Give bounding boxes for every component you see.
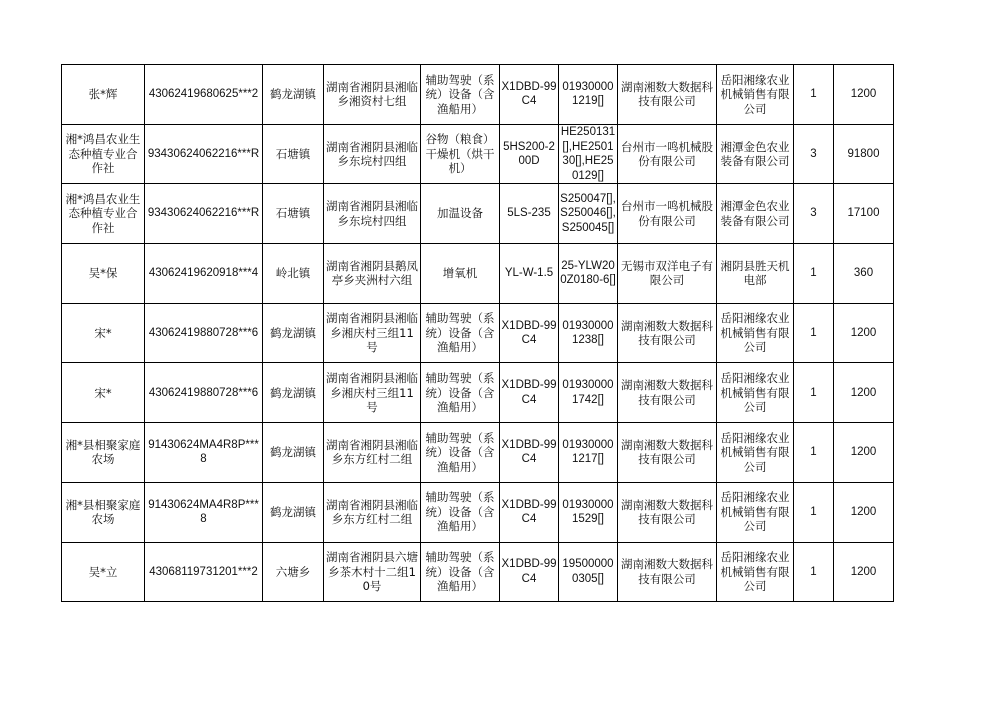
subsidy-amount-cell: 1200 — [834, 303, 894, 363]
manufacturer-cell: 湖南湘数大数据科技有限公司 — [618, 482, 717, 542]
subsidy-amount-cell: 17100 — [834, 184, 894, 244]
id-number-cell: 43062419880728***6 — [145, 303, 263, 363]
table-row — [62, 423, 894, 483]
table-row — [62, 65, 894, 125]
id-number-cell: 43062419620918***4 — [145, 244, 263, 304]
town-cell: 鹤龙湖镇 — [263, 482, 324, 542]
id-number-cell: 93430624062216***R — [145, 184, 263, 244]
equipment-item-cell: 加温设备 — [421, 184, 500, 244]
equipment-item-cell: 辅助驾驶（系统）设备（含渔船用） — [421, 65, 500, 125]
subsidy-amount-cell: 360 — [834, 244, 894, 304]
town-cell: 石塘镇 — [263, 124, 324, 184]
address-cell: 湖南省湘阴县湘临乡湘庆村三组11号 — [324, 303, 421, 363]
model-cell: X1DBD-99C4 — [500, 482, 559, 542]
subsidy-amount-cell: 1200 — [834, 482, 894, 542]
address-cell: 湖南省湘阴县湘临乡东方红村二组 — [324, 423, 421, 483]
applicant-name-cell: 张*辉 — [62, 65, 145, 125]
manufacturer-cell: 湖南湘数大数据科技有限公司 — [618, 65, 717, 125]
manufacturer-cell: 湖南湘数大数据科技有限公司 — [618, 363, 717, 423]
table-row — [62, 363, 894, 423]
manufacturer-cell: 无锡市双洋电子有限公司 — [618, 244, 717, 304]
dealer-cell: 湘潭金色农业装备有限公司 — [717, 124, 794, 184]
equipment-item-cell: 辅助驾驶（系统）设备（含渔船用） — [421, 423, 500, 483]
quantity-cell: 1 — [794, 244, 834, 304]
town-cell: 鹤龙湖镇 — [263, 423, 324, 483]
model-cell: 5HS200-200D — [500, 124, 559, 184]
address-cell: 湖南省湘阴县鹅凤亭乡夹洲村六组 — [324, 244, 421, 304]
subsidy-amount-cell: 1200 — [834, 542, 894, 602]
dealer-cell: 岳阳湘缘农业机械销售有限公司 — [717, 65, 794, 125]
table-row — [62, 184, 894, 244]
equipment-item-cell: 辅助驾驶（系统）设备（含渔船用） — [421, 542, 500, 602]
quantity-cell: 3 — [794, 184, 834, 244]
manufacturer-cell: 湖南湘数大数据科技有限公司 — [618, 542, 717, 602]
serial-number-cell: S250047[],S250046[],S250045[] — [559, 184, 618, 244]
id-number-cell: 43062419880728***6 — [145, 363, 263, 423]
quantity-cell: 1 — [794, 482, 834, 542]
subsidy-amount-cell: 1200 — [834, 65, 894, 125]
town-cell: 鹤龙湖镇 — [263, 303, 324, 363]
id-number-cell: 91430624MA4R8P***8 — [145, 423, 263, 483]
manufacturer-cell: 台州市一鸣机械股份有限公司 — [618, 184, 717, 244]
applicant-name-cell: 吴*立 — [62, 542, 145, 602]
model-cell: X1DBD-99C4 — [500, 65, 559, 125]
applicant-name-cell: 宋* — [62, 363, 145, 423]
table-row — [62, 244, 894, 304]
applicant-name-cell: 吴*保 — [62, 244, 145, 304]
equipment-item-cell: 辅助驾驶（系统）设备（含渔船用） — [421, 482, 500, 542]
equipment-item-cell: 辅助驾驶（系统）设备（含渔船用） — [421, 363, 500, 423]
applicant-name-cell: 宋* — [62, 303, 145, 363]
applicant-name-cell: 湘*县相聚家庭农场 — [62, 423, 145, 483]
dealer-cell: 岳阳湘缘农业机械销售有限公司 — [717, 542, 794, 602]
serial-number-cell: 195000000305[] — [559, 542, 618, 602]
equipment-item-cell: 谷物（粮食）干燥机（烘干机） — [421, 124, 500, 184]
manufacturer-cell: 湖南湘数大数据科技有限公司 — [618, 423, 717, 483]
dealer-cell: 岳阳湘缘农业机械销售有限公司 — [717, 363, 794, 423]
table-row — [62, 482, 894, 542]
quantity-cell: 1 — [794, 423, 834, 483]
address-cell: 湖南省湘阴县湘临乡湘资村七组 — [324, 65, 421, 125]
quantity-cell: 1 — [794, 303, 834, 363]
model-cell: 5LS-235 — [500, 184, 559, 244]
equipment-item-cell: 辅助驾驶（系统）设备（含渔船用） — [421, 303, 500, 363]
model-cell: X1DBD-99C4 — [500, 363, 559, 423]
table-row — [62, 542, 894, 602]
serial-number-cell: 019300001742[] — [559, 363, 618, 423]
applicant-name-cell: 湘*鸿昌农业生态种植专业合作社 — [62, 184, 145, 244]
subsidy-amount-cell: 1200 — [834, 423, 894, 483]
quantity-cell: 1 — [794, 542, 834, 602]
serial-number-cell: HE250131[],HE250130[],HE250129[] — [559, 124, 618, 184]
model-cell: X1DBD-99C4 — [500, 542, 559, 602]
dealer-cell: 岳阳湘缘农业机械销售有限公司 — [717, 303, 794, 363]
quantity-cell: 3 — [794, 124, 834, 184]
address-cell: 湖南省湘阴县湘临乡东方红村二组 — [324, 482, 421, 542]
manufacturer-cell: 台州市一鸣机械股份有限公司 — [618, 124, 717, 184]
model-cell: YL-W-1.5 — [500, 244, 559, 304]
town-cell: 石塘镇 — [263, 184, 324, 244]
model-cell: X1DBD-99C4 — [500, 303, 559, 363]
quantity-cell: 1 — [794, 363, 834, 423]
serial-number-cell: 019300001238[] — [559, 303, 618, 363]
table-row — [62, 303, 894, 363]
serial-number-cell: 019300001219[] — [559, 65, 618, 125]
address-cell: 湖南省湘阴县六塘乡茶木村十二组10号 — [324, 542, 421, 602]
address-cell: 湖南省湘阴县湘临乡东垸村四组 — [324, 184, 421, 244]
subsidy-amount-cell: 1200 — [834, 363, 894, 423]
applicant-name-cell: 湘*县相聚家庭农场 — [62, 482, 145, 542]
id-number-cell: 93430624062216***R — [145, 124, 263, 184]
applicant-name-cell: 湘*鸿昌农业生态种植专业合作社 — [62, 124, 145, 184]
subsidy-table — [61, 64, 894, 602]
id-number-cell: 91430624MA4R8P***8 — [145, 482, 263, 542]
dealer-cell: 湘阴县胜天机电部 — [717, 244, 794, 304]
town-cell: 六塘乡 — [263, 542, 324, 602]
id-number-cell: 43068119731201***2 — [145, 542, 263, 602]
dealer-cell: 湘潭金色农业装备有限公司 — [717, 184, 794, 244]
dealer-cell: 岳阳湘缘农业机械销售有限公司 — [717, 482, 794, 542]
address-cell: 湖南省湘阴县湘临乡东垸村四组 — [324, 124, 421, 184]
table-row — [62, 124, 894, 184]
address-cell: 湖南省湘阴县湘临乡湘庆村三组11号 — [324, 363, 421, 423]
equipment-item-cell: 增氧机 — [421, 244, 500, 304]
town-cell: 岭北镇 — [263, 244, 324, 304]
manufacturer-cell: 湖南湘数大数据科技有限公司 — [618, 303, 717, 363]
serial-number-cell: 25-YLW200Z0180-6[] — [559, 244, 618, 304]
town-cell: 鹤龙湖镇 — [263, 363, 324, 423]
subsidy-amount-cell: 91800 — [834, 124, 894, 184]
serial-number-cell: 019300001529[] — [559, 482, 618, 542]
serial-number-cell: 019300001217[] — [559, 423, 618, 483]
quantity-cell: 1 — [794, 65, 834, 125]
dealer-cell: 岳阳湘缘农业机械销售有限公司 — [717, 423, 794, 483]
town-cell: 鹤龙湖镇 — [263, 65, 324, 125]
model-cell: X1DBD-99C4 — [500, 423, 559, 483]
id-number-cell: 43062419680625***2 — [145, 65, 263, 125]
